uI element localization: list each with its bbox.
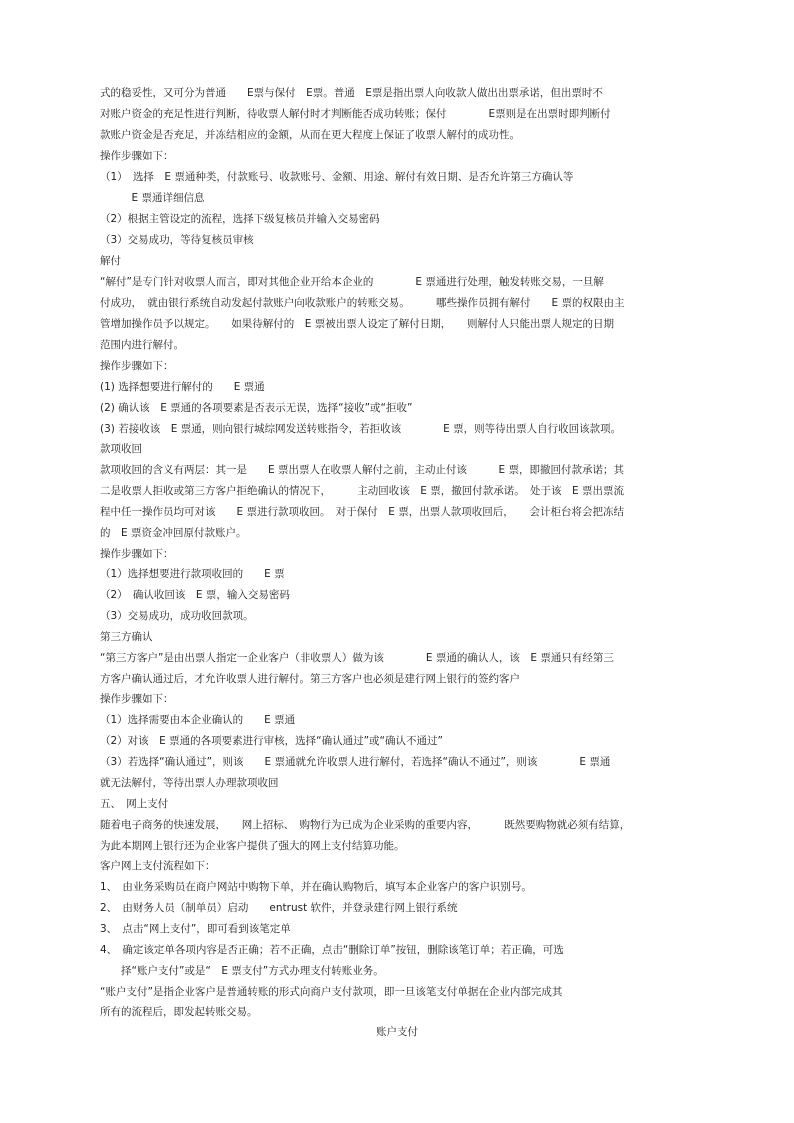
text-line: 付成功， 就由银行系统自动发起付款账户向收款账户的转账交易。 哪些操作员拥有解付 E 票的权限由主	[100, 297, 625, 309]
text-line: (3) 若接收该 E 票通，则向银行城综网发送转账指令，若拒收该 E 票，则等待出票人自行收回该款项。	[100, 423, 622, 435]
text-line: 程中任一操作员均可对该 E 票进行款项收回。 对于保付 E 票，出票人款项收回后， 会计柜台将会把冻结	[100, 506, 624, 518]
text-line: （3）交易成功，等待复核员审核	[100, 234, 254, 246]
text-line: 随着电子商务的快速发展， 网上招标、 购物行为已成为企业采购的重要内容， 既然要购物就必须有结算，	[100, 819, 631, 831]
text-line: 式的稳妥性，又可分为普通 E票与保付 E票。普通 E票是指出票人向收款人做出出票承诺，但出票时不	[100, 87, 603, 99]
section-heading: 操作步骤如下：	[100, 360, 174, 372]
text-line: （2） 确认收回该 E 票，输入交易密码	[100, 589, 290, 601]
text-line: 对账户资金的充足性进行判断，待收票人解付时才判断能否成功转账；保付 E票则是在出票时即判断付	[100, 108, 611, 120]
section-heading: 五、 网上支付	[100, 798, 169, 810]
text-line: 3、 点击“网上支付”，即可看到该笔定单	[100, 923, 291, 935]
text-line: 款项收回的含义有两层：其一是 E 票出票人在收票人解付之前，主动止付该 E 票，即撤回付款承诺；其	[100, 464, 624, 476]
text-line: 择“账户支付”或是“ E 票支付”方式办理支付转账业务。	[100, 965, 384, 977]
text-line: （2）对该 E 票通的各项要素进行审核，选择“确认通过”或“确认不通过”	[100, 735, 443, 747]
section-heading: 操作步骤如下：	[100, 150, 174, 162]
text-line: 2、 由财务人员（制单员）启动 entrust 软件，并登录建行网上银行系统	[100, 902, 458, 914]
text-line: （3）若选择“确认通过”，则该 E 票通就允许收票人进行解付，若选择“确认不通过”，则该 E 票通	[100, 756, 611, 768]
text-line: （2）根据主管设定的流程，选择下级复核员并输入交易密码	[100, 213, 380, 225]
text-line: 款账户资金是否充足，并冻结相应的金额，从而在更大程度上保证了收票人解付的成功性。	[100, 129, 520, 141]
section-heading: 解付	[100, 255, 121, 267]
text-line: 1、 由业务采购员在商户网站中购物下单，并在确认购物后，填写本企业客户的客户识别号。	[100, 881, 532, 893]
text-line: 管增加操作员予以规定。 如果待解付的 E 票被出票人设定了解付日期， 则解付人只能出票人规定的日期	[100, 318, 614, 330]
text-line: （3）交易成功，成功收回款项。	[100, 610, 254, 622]
text-line: 所有的流程后，即发起转账交易。	[100, 1006, 258, 1018]
text-line: 就无法解付，等待出票人办理款项收回	[100, 777, 279, 789]
text-line: 范围内进行解付。	[100, 339, 184, 351]
text-line: 为此本期网上银行还为企业客户提供了强大的网上支付结算功能。	[100, 840, 405, 852]
text-line: 二是收票人拒收或第三方客户拒绝确认的情况下， 主动回收该 E 票，撤回付款承诺。 处于该 E 票出票流	[100, 485, 624, 497]
section-heading: 操作步骤如下：	[100, 548, 174, 560]
text-line: （1）选择想要进行款项收回的 E 票	[100, 568, 285, 580]
section-heading: 第三方确认	[100, 631, 153, 643]
text-line: （1）选择需要由本企业确认的 E 票通	[100, 714, 296, 726]
text-line: “账户支付”是指企业客户是普通转账的形式向商户支付款项，即一旦该笔支付单据在企业内部完成其	[100, 986, 563, 998]
section-heading: 客户网上支付流程如下：	[100, 860, 216, 872]
section-heading: 款项收回	[100, 443, 142, 455]
figure-caption: 账户支付	[376, 1026, 418, 1038]
text-line: （1） 选择 E 票通种类，付款账号、收款账号、金额、用途、解付有效日期、是否允许第三方确认等	[100, 171, 574, 183]
text-line: “解付”是专门针对收票人而言，即对其他企业开给本企业的 E 票通进行处理，触发转账交易，一旦解	[100, 276, 604, 288]
text-line: E 票通详细信息	[100, 192, 205, 204]
text-line: 的 E 票资金冲回原付款账户。	[100, 527, 247, 539]
text-line: (2) 确认该 E 票通的各项要素是否表示无误，选择“接收”或“拒收”	[100, 402, 413, 414]
text-line: 方客户确认通过后，才允许收票人进行解付。第三方客户也必须是建行网上银行的签约客户	[100, 673, 520, 685]
text-line: (1) 选择想要进行解付的 E 票通	[100, 381, 265, 393]
text-line: “第三方客户”是由出票人指定一企业客户（非收票人）做为该 E 票通的确认人，该 E 票通只有经第三	[100, 652, 614, 664]
section-heading: 操作步骤如下：	[100, 693, 174, 705]
text-line: 4、 确定该定单各项内容是否正确；若不正确，点击“删除订单”按钮，删除该笔订单；若正确，可选	[100, 944, 564, 956]
